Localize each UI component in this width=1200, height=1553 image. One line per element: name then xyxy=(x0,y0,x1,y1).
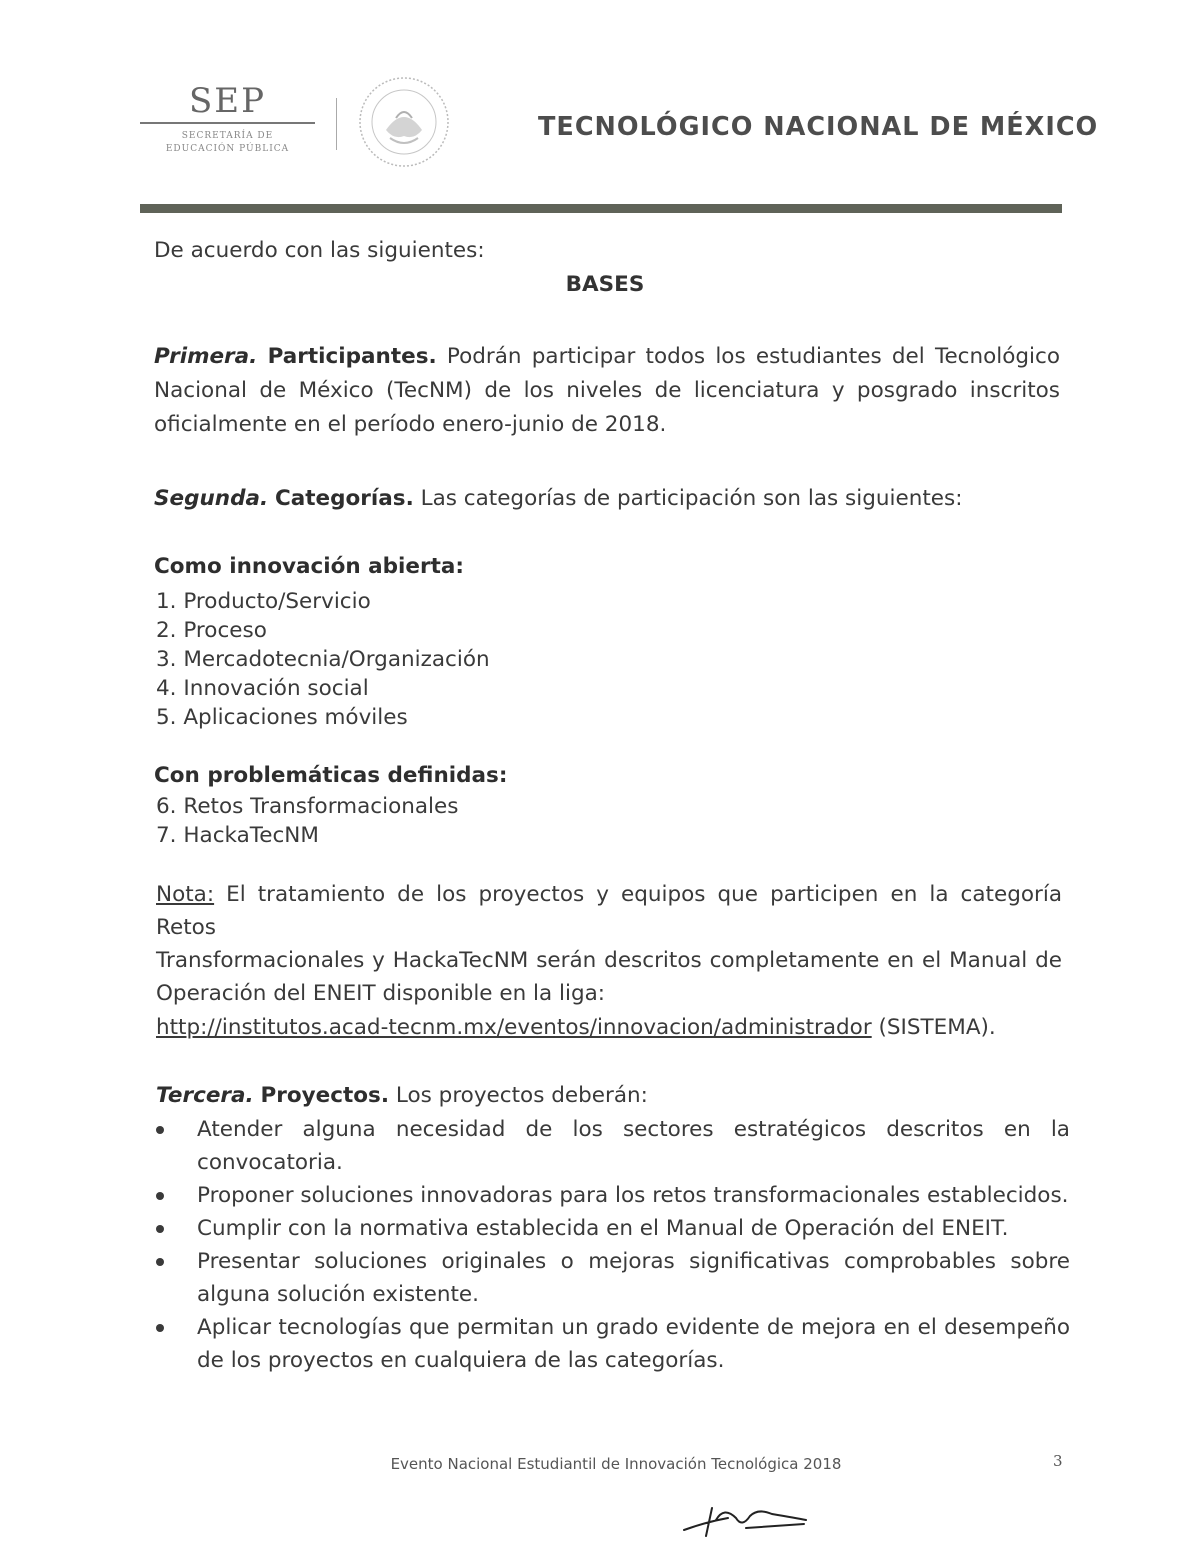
segunda-paragraph xyxy=(154,482,962,516)
bullet-icon xyxy=(156,1126,164,1134)
list-item: 7. HackaTecNM xyxy=(156,823,319,848)
tercera-ordinal: Tercera. xyxy=(156,1083,254,1108)
bullet-icon xyxy=(156,1258,164,1266)
tercera-bullet-list xyxy=(154,1113,1070,1377)
bullet-line: de los proyectos en cualquiera de las categorías. xyxy=(197,1348,725,1373)
sistema-link[interactable]: http://institutos.acad-tecnm.mx/eventos/innovacion/administrador xyxy=(156,1015,872,1040)
tercera-text: Los proyectos deberán: xyxy=(395,1083,648,1108)
nota-label: Nota: xyxy=(156,882,215,907)
sep-logo-rule xyxy=(140,122,315,124)
innovacion-abierta-list xyxy=(156,587,490,732)
bullet-line: Atender alguna necesidad de los sectores estratégicos descritos en la xyxy=(197,1117,1070,1142)
bullet-line: Cumplir con la normativa establecida en el Manual de Operación del ENEIT. xyxy=(197,1216,1009,1241)
page-number: 3 xyxy=(1053,1452,1063,1470)
bullet-item xyxy=(154,1212,1070,1245)
sep-logo xyxy=(140,82,315,156)
bullet-line: Aplicar tecnologías que permitan un grado evidente de mejora en el desempeño xyxy=(197,1315,1070,1340)
bases-title: BASES xyxy=(565,272,645,297)
list-item: 6. Retos Transformacionales xyxy=(156,794,459,819)
sep-logo-subtitle-1: SECRETARÍA DE xyxy=(181,131,274,141)
bullet-line: Presentar soluciones originales o mejoras significativas comprobables sobre xyxy=(197,1249,1070,1274)
bullet-item xyxy=(154,1113,1070,1179)
tercera-paragraph xyxy=(156,1079,648,1113)
bullet-line: convocatoria. xyxy=(197,1150,343,1175)
list-item: 2. Proceso xyxy=(156,618,267,643)
primera-paragraph xyxy=(154,340,1060,442)
intro-text: De acuerdo con las siguientes: xyxy=(154,238,485,263)
nota-paragraph xyxy=(156,878,1062,1010)
primera-label: Participantes. xyxy=(267,344,437,369)
list-item: 1. Producto/Servicio xyxy=(156,589,371,614)
nota-line-1: El tratamiento de los proyectos y equipos que participen en la categoría Retos xyxy=(156,882,1062,940)
header-divider xyxy=(336,98,337,150)
header-rule xyxy=(140,204,1062,213)
nota-line-2: Transformacionales y HackaTecNM serán descritos completamente en el Manual de xyxy=(156,948,1062,973)
segunda-label: Categorías. xyxy=(274,486,414,511)
footer-event-title: Evento Nacional Estudiantil de Innovación Tecnológica 2018 xyxy=(390,1455,842,1473)
primera-ordinal: Primera. xyxy=(154,344,258,369)
nota-line-3: Operación del ENEIT disponible en la liga: xyxy=(156,981,606,1006)
bullet-icon xyxy=(156,1225,164,1233)
segunda-text: Las categorías de participación son las siguientes: xyxy=(420,486,963,511)
bullet-line: alguna solución existente. xyxy=(197,1282,479,1307)
institution-title: TECNOLÓGICO NACIONAL DE MÉXICO xyxy=(538,112,1099,142)
bullet-icon xyxy=(156,1324,164,1332)
list-item: 5. Aplicaciones móviles xyxy=(156,705,408,730)
segunda-ordinal: Segunda. xyxy=(154,486,269,511)
national-seal-icon xyxy=(356,74,452,170)
list-item: 3. Mercadotecnia/Organización xyxy=(156,647,490,672)
link-paragraph xyxy=(156,1011,996,1045)
primera-line-2: Nacional de México (TecNM) de los niveles de licenciatura y posgrado inscritos xyxy=(154,378,1060,403)
tercera-label: Proyectos. xyxy=(260,1083,390,1108)
sep-logo-subtitle-2: EDUCACIÓN PÚBLICA xyxy=(165,144,290,154)
sep-logo-title: SEP xyxy=(189,81,266,121)
signature-icon xyxy=(676,1500,816,1540)
primera-line-3: oficialmente en el período enero-junio de 2018. xyxy=(154,412,667,437)
primera-line-1: Podrán participar todos los estudiantes del Tecnológico xyxy=(446,344,1060,369)
list-item: 4. Innovación social xyxy=(156,676,369,701)
bullet-line: Proponer soluciones innovadoras para los retos transformacionales establecidos. xyxy=(197,1183,1069,1208)
problematicas-list xyxy=(156,792,458,850)
bullet-item xyxy=(154,1179,1070,1212)
bullet-icon xyxy=(156,1192,164,1200)
bullet-item xyxy=(154,1245,1070,1311)
bullet-item xyxy=(154,1311,1070,1377)
innovacion-abierta-heading: Como innovación abierta: xyxy=(154,554,464,579)
link-suffix: (SISTEMA). xyxy=(871,1015,996,1040)
problematicas-heading: Con problemáticas definidas: xyxy=(154,763,508,788)
